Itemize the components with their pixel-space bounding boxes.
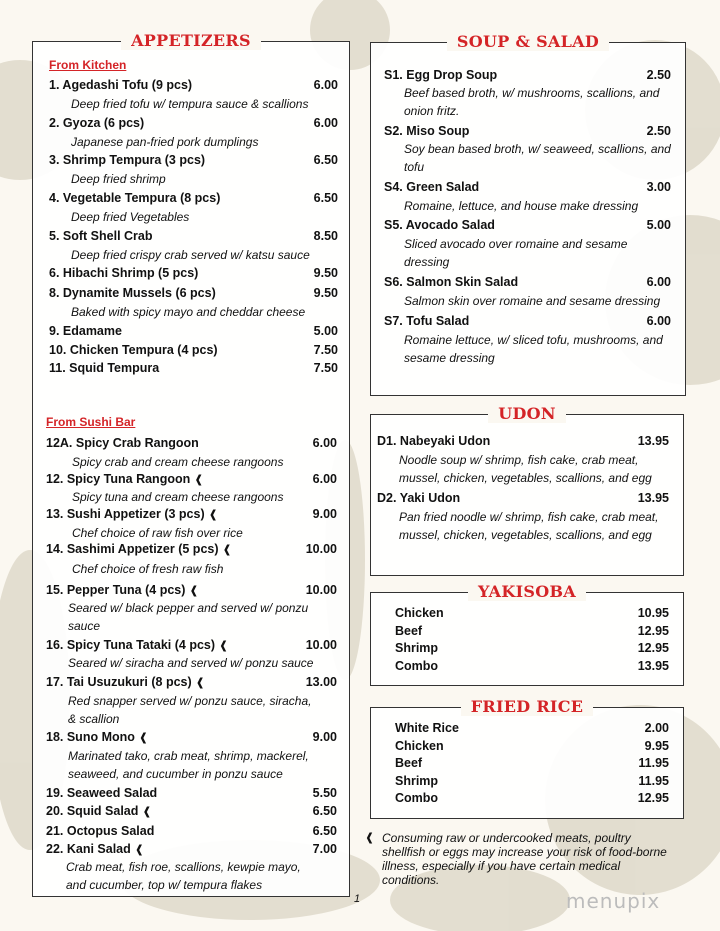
menu-item-description: Soy bean based broth, w/ seaweed, scallions, and tofu bbox=[404, 142, 671, 174]
pepper-icon: ❰ bbox=[189, 585, 199, 597]
menu-item-name bbox=[46, 823, 154, 840]
menu-item-name bbox=[46, 729, 148, 747]
menu-item-name: 4. Vegetable Tempura (8 pcs) bbox=[49, 191, 221, 205]
menu-item-price: 6.00 bbox=[313, 116, 338, 130]
menu-item-description: Deep fried Vegetables bbox=[71, 210, 190, 224]
menu-item-name: D2. Yaki Udon bbox=[377, 491, 461, 505]
menu-item-description: Romaine lettuce, w/ sliced tofu, mushrooms, and sesame dressing bbox=[404, 333, 663, 365]
menu-item-description: Chef choice of raw fish over rice bbox=[72, 526, 243, 540]
udon-panel bbox=[370, 404, 684, 576]
menu-item-price: 2.50 bbox=[646, 68, 671, 82]
menu-item-price: 9.95 bbox=[644, 738, 669, 753]
menu-item-name: Chicken bbox=[395, 738, 444, 753]
udon-title: UDON bbox=[488, 404, 566, 423]
menu-item-label: 12A. Spicy Crab Rangoon bbox=[46, 436, 199, 450]
menu-item-name: S4. Green Salad bbox=[384, 180, 480, 194]
menu-item-name bbox=[46, 541, 232, 559]
footnote bbox=[365, 831, 670, 887]
menu-item-price: 6.00 bbox=[313, 78, 338, 92]
pepper-icon: ❰ bbox=[142, 806, 152, 818]
menu-item-name: S7. Tofu Salad bbox=[384, 314, 470, 328]
menu-item-price: 13.95 bbox=[637, 491, 669, 505]
menu-item-price: 6.50 bbox=[312, 804, 337, 818]
menu-item-name: 2. Gyoza (6 pcs) bbox=[49, 116, 145, 130]
fried-rice-panel bbox=[370, 697, 684, 819]
menu-item-name bbox=[46, 785, 157, 802]
menu-item-label: 20. Squid Salad bbox=[46, 804, 139, 818]
menu-item-price: 7.50 bbox=[313, 343, 338, 357]
menu-item-price: 6.00 bbox=[312, 436, 337, 450]
menu-item-description: Romaine, lettuce, and house make dressing bbox=[404, 199, 639, 213]
menu-item-description: Spicy tuna and cream cheese rangoons bbox=[72, 490, 284, 504]
menu-item-label: 13. Sushi Appetizer (3 pcs) bbox=[46, 507, 205, 521]
menu-item-name bbox=[46, 674, 205, 692]
menu-item-name bbox=[46, 435, 199, 452]
menu-item-price: 9.50 bbox=[313, 266, 338, 280]
menu-item-price: 10.00 bbox=[305, 583, 337, 597]
page-number: 1 bbox=[354, 893, 361, 905]
menu-item-price: 13.95 bbox=[637, 434, 669, 448]
menu-item-name bbox=[46, 637, 228, 655]
menu-item-price: 8.50 bbox=[313, 229, 338, 243]
menu-item-description: Japanese pan-fried pork dumplings bbox=[71, 135, 259, 149]
menu-item-name: Beef bbox=[395, 623, 423, 638]
menu-item-name: 5. Soft Shell Crab bbox=[49, 229, 153, 243]
menu-item-name bbox=[46, 582, 199, 600]
menu-item-description: Seared w/ siracha and served w/ ponzu sauce bbox=[68, 656, 314, 670]
menu-item-name: 10. Chicken Tempura (4 pcs) bbox=[49, 343, 218, 357]
menu-item-name: 9. Edamame bbox=[49, 324, 122, 338]
menu-item-description: Crab meat, fish roe, scallions, kewpie mayo, and cucumber, top w/ tempura flakes bbox=[66, 860, 301, 892]
menu-item-name: S6. Salmon Skin Salad bbox=[384, 275, 519, 289]
menu-item-name: S5. Avocado Salad bbox=[384, 218, 495, 232]
menu-item-name bbox=[46, 841, 144, 859]
menu-item-description: Pan fried noodle w/ shrimp, fish cake, crab meat, mussel, chicken, vegetables, scallions, and egg bbox=[399, 510, 659, 542]
menu-item-price: 12.95 bbox=[637, 791, 669, 805]
menu-item-price: 6.00 bbox=[646, 314, 671, 328]
menu-item-price: 5.50 bbox=[312, 786, 337, 800]
menu-item-price: 6.50 bbox=[313, 191, 338, 205]
menu-item-description: Deep fried tofu w/ tempura sauce & scallions bbox=[71, 97, 309, 111]
menu-item-price: 3.00 bbox=[646, 180, 671, 194]
menu-item-price: 9.00 bbox=[312, 507, 337, 521]
menu-item-price: 7.50 bbox=[313, 361, 338, 375]
menu-item-name: Combo bbox=[395, 658, 439, 673]
menu-item-label: 14. Sashimi Appetizer (5 pcs) bbox=[46, 542, 219, 556]
menu-item-description: Chef choice of fresh raw fish bbox=[72, 562, 224, 576]
menu-item-label: 18. Suno Mono bbox=[46, 730, 135, 744]
menu-item-price: 13.00 bbox=[305, 675, 337, 689]
sushi-label: From Sushi Bar bbox=[46, 415, 136, 429]
menu-item-name: 1. Agedashi Tofu (9 pcs) bbox=[49, 78, 193, 92]
menu-item-price: 5.00 bbox=[313, 324, 338, 338]
menu-item-description: Spicy crab and cream cheese rangoons bbox=[72, 455, 284, 469]
menu-item-name: S2. Miso Soup bbox=[384, 124, 470, 138]
menu-item-name bbox=[46, 803, 152, 821]
menu-item-name: Shrimp bbox=[395, 641, 439, 655]
menu-item-price: 7.00 bbox=[312, 842, 337, 856]
menu-item-label: 16. Spicy Tuna Tataki (4 pcs) bbox=[46, 638, 216, 652]
pepper-icon: ❰ bbox=[195, 677, 205, 689]
menu-item-price: 13.95 bbox=[637, 658, 669, 673]
menu-item-price: 11.95 bbox=[638, 773, 669, 788]
menu-item-name: Shrimp bbox=[395, 773, 439, 788]
footnote-text: Consuming raw or undercooked meats, poultry shellfish or eggs may increase your risk of food-borne illness, especially if you have certain medical conditions. bbox=[382, 831, 667, 887]
pepper-icon: ❰ bbox=[365, 832, 375, 844]
watermark: menupix bbox=[566, 889, 661, 913]
menu-item-label: 17. Tai Usuzukuri (8 pcs) bbox=[46, 675, 192, 689]
menu-item-price: 10.00 bbox=[305, 638, 337, 652]
pepper-icon: ❰ bbox=[208, 509, 218, 521]
menu-item-description: Deep fried shrimp bbox=[71, 172, 166, 186]
menu-item-description: Noodle soup w/ shrimp, fish cake, crab meat, mussel, chicken, vegetables, scallions, and egg bbox=[399, 453, 652, 485]
menu-item-name: S1. Egg Drop Soup bbox=[384, 68, 498, 82]
yakisoba-title: YAKISOBA bbox=[468, 582, 586, 601]
menu-item-name bbox=[46, 506, 218, 524]
menu-item-name: Beef bbox=[395, 756, 423, 770]
pepper-icon: ❰ bbox=[194, 474, 204, 486]
menu-item-price: 12.95 bbox=[637, 641, 669, 655]
pepper-icon: ❰ bbox=[134, 844, 144, 856]
menu-item-price: 6.00 bbox=[646, 275, 671, 289]
menu-item-price: 12.95 bbox=[637, 623, 669, 638]
menu-item-name: White Rice bbox=[395, 721, 459, 735]
menu-item-description: Baked with spicy mayo and cheddar cheese bbox=[71, 305, 306, 319]
menu-item-name: Combo bbox=[395, 791, 439, 805]
soup-salad-panel bbox=[370, 32, 686, 396]
menu-item-price: 9.00 bbox=[312, 730, 337, 744]
menu-item-name bbox=[46, 471, 203, 489]
menu-item-name: D1. Nabeyaki Udon bbox=[377, 434, 491, 448]
menu-item-description: Salmon skin over romaine and sesame dressing bbox=[404, 294, 661, 308]
soup-salad-title: SOUP & SALAD bbox=[447, 32, 609, 51]
fried-rice-title: FRIED RICE bbox=[461, 697, 594, 716]
menu-item-price: 6.50 bbox=[312, 824, 337, 838]
menu-item-name: 6. Hibachi Shrimp (5 pcs) bbox=[49, 266, 199, 280]
kitchen-label: From Kitchen bbox=[49, 58, 127, 72]
menu-item-price: 2.00 bbox=[644, 721, 669, 735]
menu-item-description: Sliced avocado over romaine and sesame dressing bbox=[404, 237, 628, 269]
appetizers-title: APPETIZERS bbox=[121, 31, 261, 50]
menu-item-description: Beef based broth, w/ mushrooms, scallions, and onion fritz. bbox=[404, 86, 660, 118]
menu-item-price: 6.00 bbox=[312, 472, 337, 486]
menu-item-price: 10.00 bbox=[305, 542, 337, 556]
menu-item-price: 9.50 bbox=[313, 286, 338, 300]
menu-item-price: 2.50 bbox=[646, 124, 671, 138]
menu-item-description: Red snapper served w/ ponzu sauce, siracha, & scallion bbox=[68, 694, 312, 726]
menu-item-description: Marinated tako, crab meat, shrimp, mackerel, seaweed, and cucumber in ponzu sauce bbox=[68, 749, 309, 781]
appetizers-panel bbox=[32, 31, 350, 897]
menu-item-description: Deep fried crispy crab served w/ katsu sauce bbox=[71, 248, 310, 262]
menu-item-price: 5.00 bbox=[646, 218, 671, 232]
menu-item-label: 19. Seaweed Salad bbox=[46, 786, 158, 800]
menu-item-price: 10.95 bbox=[637, 606, 669, 620]
yakisoba-panel bbox=[370, 582, 684, 686]
menu-item-label: 12. Spicy Tuna Rangoon bbox=[46, 472, 191, 486]
menu-item-name: 11. Squid Tempura bbox=[49, 361, 160, 375]
pepper-icon: ❰ bbox=[138, 732, 149, 744]
menu-item-label: 21. Octopus Salad bbox=[46, 824, 155, 838]
menu-item-label: 15. Pepper Tuna (4 pcs) bbox=[46, 583, 186, 597]
menu-item-name: 8. Dynamite Mussels (6 pcs) bbox=[49, 286, 216, 300]
menu-item-name: 3. Shrimp Tempura (3 pcs) bbox=[49, 153, 206, 167]
pepper-icon: ❰ bbox=[219, 640, 229, 652]
menu-item-name: Chicken bbox=[395, 606, 444, 620]
menu-item-price: 6.50 bbox=[313, 153, 338, 167]
menu-item-price: 11.95 bbox=[638, 756, 669, 770]
menu-item-label: 22. Kani Salad bbox=[46, 842, 131, 856]
pepper-icon: ❰ bbox=[222, 544, 232, 556]
menu-item-description: Seared w/ black pepper and served w/ ponzu sauce bbox=[68, 601, 309, 633]
